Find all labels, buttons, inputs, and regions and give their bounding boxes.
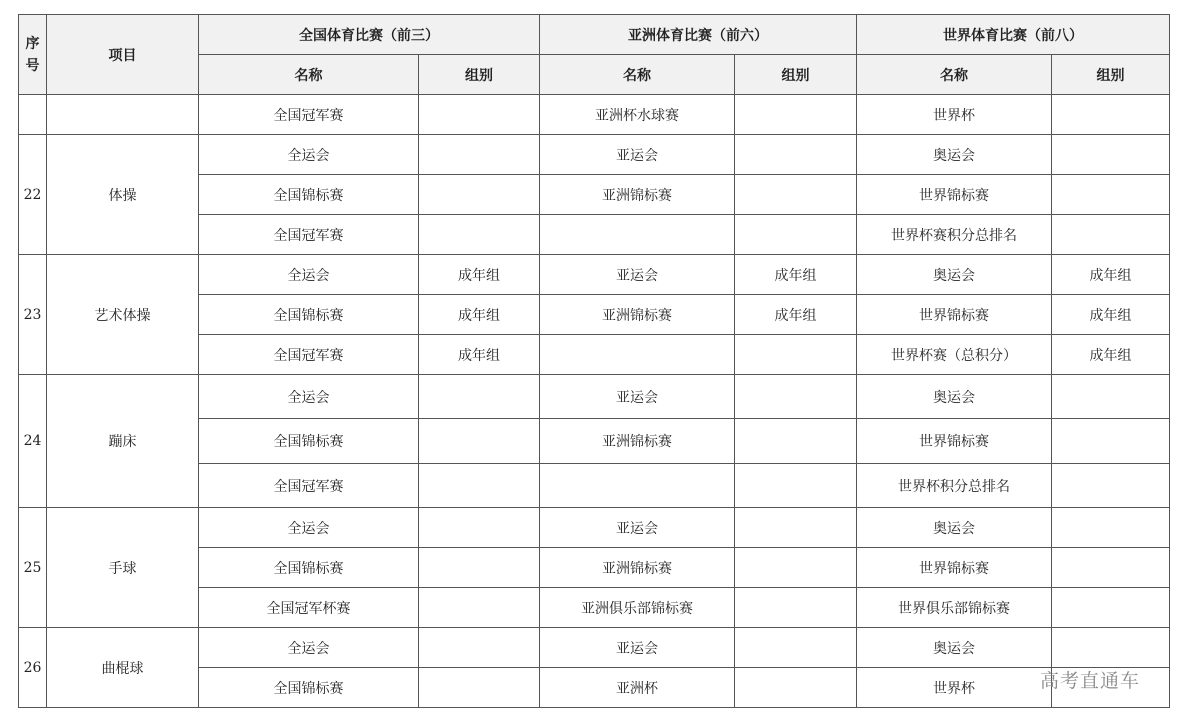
header-world: 世界体育比赛（前八） xyxy=(857,15,1170,55)
asian-group-cell xyxy=(735,335,857,375)
sports-competition-table xyxy=(18,14,1170,708)
national-group-cell xyxy=(419,668,540,708)
national-name-cell: 全国锦标赛 xyxy=(199,548,419,588)
national-name-cell: 全运会 xyxy=(199,508,419,548)
world-group-cell xyxy=(1052,375,1170,419)
world-name-cell: 世界锦标赛 xyxy=(857,548,1052,588)
asian-group-cell xyxy=(735,135,857,175)
national-group-cell: 成年组 xyxy=(419,335,540,375)
seq-cell: 22 xyxy=(19,135,47,255)
item-cell xyxy=(47,95,199,135)
national-group-cell xyxy=(419,95,540,135)
asian-name-cell: 亚运会 xyxy=(540,255,735,295)
world-name-cell: 世界俱乐部锦标赛 xyxy=(857,588,1052,628)
world-group-cell: 成年组 xyxy=(1052,295,1170,335)
asian-group-cell xyxy=(735,508,857,548)
asian-group-cell xyxy=(735,215,857,255)
table-row xyxy=(19,95,1170,135)
seq-cell: 25 xyxy=(19,508,47,628)
world-group-cell: 成年组 xyxy=(1052,335,1170,375)
world-name-cell: 世界杯积分总排名 xyxy=(857,464,1052,508)
table-row xyxy=(19,255,1170,295)
world-group-cell xyxy=(1052,464,1170,508)
national-name-cell: 全国冠军赛 xyxy=(199,215,419,255)
national-group-cell xyxy=(419,419,540,464)
header-asian: 亚洲体育比赛（前六） xyxy=(540,15,857,55)
asian-name-cell: 亚洲锦标赛 xyxy=(540,295,735,335)
asian-name-cell xyxy=(540,464,735,508)
watermark: 高考直通车 xyxy=(1040,670,1141,692)
seq-cell xyxy=(19,95,47,135)
national-group-cell: 成年组 xyxy=(419,255,540,295)
asian-name-cell: 亚运会 xyxy=(540,508,735,548)
world-name-cell: 奥运会 xyxy=(857,628,1052,668)
world-name-cell: 世界杯 xyxy=(857,95,1052,135)
national-group-cell xyxy=(419,464,540,508)
item-cell: 曲棍球 xyxy=(47,628,199,708)
asian-group-cell: 成年组 xyxy=(735,255,857,295)
world-group-cell xyxy=(1052,215,1170,255)
asian-group-cell xyxy=(735,548,857,588)
asian-group-cell xyxy=(735,464,857,508)
asian-name-cell: 亚洲锦标赛 xyxy=(540,419,735,464)
national-group-cell xyxy=(419,215,540,255)
world-group-cell xyxy=(1052,508,1170,548)
header-national: 全国体育比赛（前三） xyxy=(199,15,540,55)
national-name-cell: 全国锦标赛 xyxy=(199,295,419,335)
national-group-cell xyxy=(419,628,540,668)
world-group-cell xyxy=(1052,175,1170,215)
world-group-cell xyxy=(1052,95,1170,135)
asian-group-cell xyxy=(735,419,857,464)
world-group-cell: 成年组 xyxy=(1052,255,1170,295)
asian-group-cell xyxy=(735,375,857,419)
world-name-cell: 世界杯 xyxy=(857,668,1052,708)
world-name-cell: 奥运会 xyxy=(857,508,1052,548)
world-group-cell xyxy=(1052,548,1170,588)
item-cell: 体操 xyxy=(47,135,199,255)
asian-name-cell: 亚洲杯 xyxy=(540,668,735,708)
seq-cell: 26 xyxy=(19,628,47,708)
header-national-group: 组别 xyxy=(419,55,540,95)
world-name-cell: 世界锦标赛 xyxy=(857,419,1052,464)
item-cell: 蹦床 xyxy=(47,375,199,508)
national-name-cell: 全国冠军赛 xyxy=(199,464,419,508)
table-row xyxy=(19,508,1170,548)
asian-group-cell xyxy=(735,588,857,628)
national-name-cell: 全运会 xyxy=(199,135,419,175)
header-world-name: 名称 xyxy=(857,55,1052,95)
national-name-cell: 全国冠军杯赛 xyxy=(199,588,419,628)
asian-group-cell xyxy=(735,628,857,668)
table-row xyxy=(19,375,1170,419)
asian-name-cell: 亚洲锦标赛 xyxy=(540,548,735,588)
world-group-cell xyxy=(1052,588,1170,628)
national-name-cell: 全国锦标赛 xyxy=(199,175,419,215)
asian-group-cell: 成年组 xyxy=(735,295,857,335)
asian-name-cell xyxy=(540,215,735,255)
world-name-cell: 世界锦标赛 xyxy=(857,295,1052,335)
world-name-cell: 奥运会 xyxy=(857,255,1052,295)
asian-name-cell xyxy=(540,335,735,375)
asian-name-cell: 亚洲锦标赛 xyxy=(540,175,735,215)
header-item: 项目 xyxy=(47,15,199,95)
item-cell: 手球 xyxy=(47,508,199,628)
national-name-cell: 全运会 xyxy=(199,255,419,295)
asian-group-cell xyxy=(735,95,857,135)
national-name-cell: 全国冠军赛 xyxy=(199,335,419,375)
table-body xyxy=(19,95,1170,708)
world-name-cell: 奥运会 xyxy=(857,375,1052,419)
national-name-cell: 全国锦标赛 xyxy=(199,419,419,464)
national-group-cell xyxy=(419,588,540,628)
header-asian-name: 名称 xyxy=(540,55,735,95)
world-group-cell xyxy=(1052,419,1170,464)
world-name-cell: 世界杯赛（总积分） xyxy=(857,335,1052,375)
world-name-cell: 奥运会 xyxy=(857,135,1052,175)
national-group-cell xyxy=(419,508,540,548)
asian-name-cell: 亚洲杯水球赛 xyxy=(540,95,735,135)
table-row xyxy=(19,135,1170,175)
asian-name-cell: 亚运会 xyxy=(540,628,735,668)
asian-name-cell: 亚洲俱乐部锦标赛 xyxy=(540,588,735,628)
world-name-cell: 世界杯赛积分总排名 xyxy=(857,215,1052,255)
national-name-cell: 全国冠军赛 xyxy=(199,95,419,135)
national-group-cell xyxy=(419,375,540,419)
header-national-name: 名称 xyxy=(199,55,419,95)
seq-cell: 24 xyxy=(19,375,47,508)
asian-name-cell: 亚运会 xyxy=(540,135,735,175)
national-name-cell: 全运会 xyxy=(199,628,419,668)
item-cell: 艺术体操 xyxy=(47,255,199,375)
seq-cell: 23 xyxy=(19,255,47,375)
national-group-cell xyxy=(419,548,540,588)
national-name-cell: 全国锦标赛 xyxy=(199,668,419,708)
asian-group-cell xyxy=(735,668,857,708)
table-row xyxy=(19,628,1170,668)
header-asian-group: 组别 xyxy=(735,55,857,95)
asian-group-cell xyxy=(735,175,857,215)
national-group-cell xyxy=(419,135,540,175)
world-name-cell: 世界锦标赛 xyxy=(857,175,1052,215)
header-world-group: 组别 xyxy=(1052,55,1170,95)
world-group-cell xyxy=(1052,628,1170,668)
national-group-cell: 成年组 xyxy=(419,295,540,335)
header-seq: 序号 xyxy=(19,15,47,95)
asian-name-cell: 亚运会 xyxy=(540,375,735,419)
national-name-cell: 全运会 xyxy=(199,375,419,419)
world-group-cell xyxy=(1052,135,1170,175)
national-group-cell xyxy=(419,175,540,215)
